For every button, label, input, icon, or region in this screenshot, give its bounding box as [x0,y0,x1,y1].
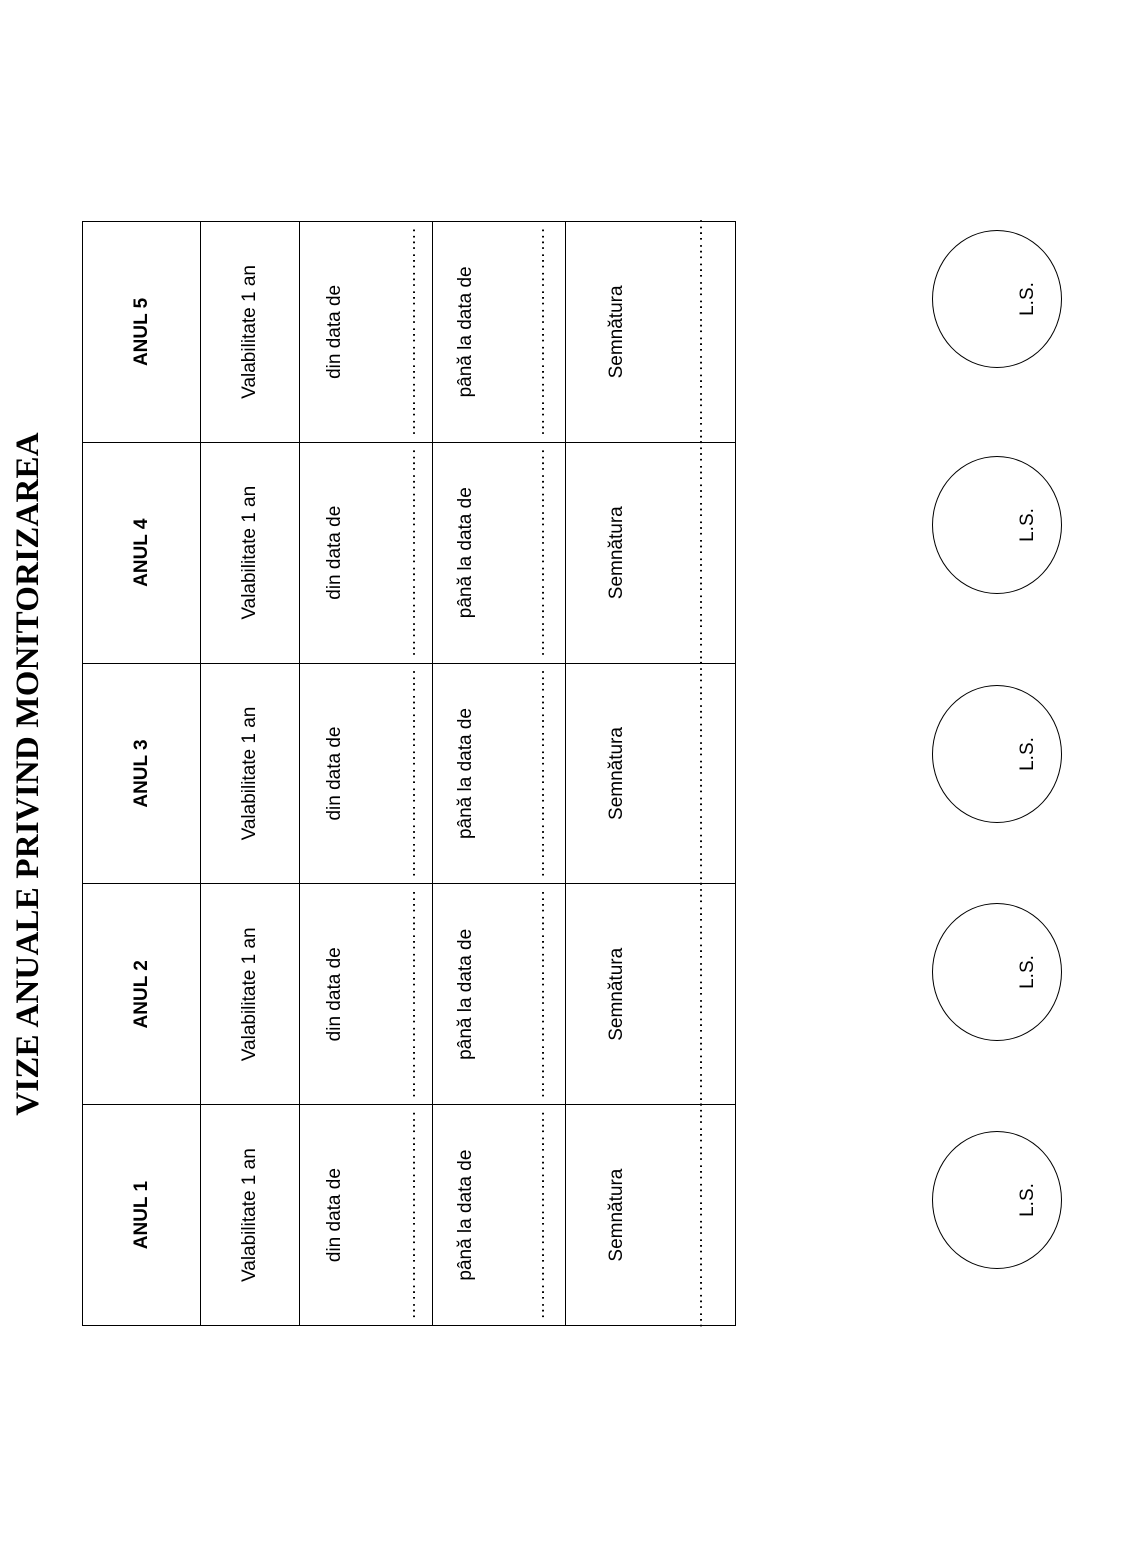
year-1-from-cell [300,1105,433,1326]
to-date-label: până la data de [455,266,476,398]
stamp-circle-year-5 [932,230,1062,368]
year-3-to-cell [433,663,566,884]
table-row-to-date [433,222,566,1326]
stamp-circle-year-4 [932,456,1062,594]
from-date-label: din data de [324,1168,345,1263]
to-date-field[interactable]: ……………………………. [528,227,548,437]
year-4-from-cell [300,442,433,663]
to-date-field[interactable]: ……………………………. [528,669,548,879]
year-5-header: ANUL 5 [83,222,201,443]
to-date-label: până la data de [455,928,476,1060]
signature-field[interactable]: ………………………………. [686,659,706,888]
from-date-field[interactable]: ……………………………. [399,889,419,1099]
year-3-validity: Valabilitate 1 an [201,663,300,884]
signature-label: Semnătura [606,947,627,1041]
stamp-label: L.S. [1017,737,1038,771]
signature-label: Semnătura [606,285,627,379]
year-2-to-cell [433,884,566,1105]
to-date-field[interactable]: ……………………………. [528,1110,548,1320]
year-3-signature-cell [566,659,736,888]
from-date-field[interactable]: ……………………………. [399,1110,419,1320]
year-3-from-cell [300,663,433,884]
from-date-label: din data de [324,505,345,600]
year-2-validity: Valabilitate 1 an [201,884,300,1105]
year-4-header: ANUL 4 [83,442,201,663]
from-date-label: din data de [324,726,345,821]
signature-field[interactable]: ………………………………. [686,1101,706,1329]
signature-label: Semnătura [606,727,627,820]
stamp-label: L.S. [1017,955,1038,989]
year-5-signature-cell [566,218,736,446]
stamp-circle-year-1 [932,1131,1062,1269]
from-date-label: din data de [324,947,345,1042]
to-date-field[interactable]: ……………………………. [528,889,548,1099]
table-row-headers [83,222,201,1326]
annual-visa-table [82,218,736,1329]
year-1-signature-cell [566,1101,736,1329]
year-1-header: ANUL 1 [83,1105,201,1326]
year-5-to-cell [433,222,566,443]
stamp-label: L.S. [1017,1183,1038,1217]
table-row-from-date [300,222,433,1326]
year-5-from-cell [300,222,433,443]
from-date-field[interactable]: ……………………………. [399,669,419,879]
from-date-field[interactable]: ……………………………. [399,227,419,437]
year-5-validity: Valabilitate 1 an [201,222,300,443]
year-4-signature-cell [566,438,736,667]
signature-field[interactable]: ………………………………. [686,880,706,1109]
year-4-to-cell [433,442,566,663]
stamp-circle-year-2 [932,903,1062,1041]
from-date-field[interactable]: ……………………………. [399,448,419,658]
year-1-validity: Valabilitate 1 an [201,1105,300,1326]
stamp-label: L.S. [1017,282,1038,316]
year-2-signature-cell [566,880,736,1109]
year-3-header: ANUL 3 [83,663,201,884]
signature-label: Semnătura [606,1168,627,1262]
year-2-header: ANUL 2 [83,884,201,1105]
to-date-label: până la data de [455,708,476,840]
table-row-signature [566,222,736,1326]
to-date-field[interactable]: ……………………………. [528,448,548,658]
signature-field[interactable]: ………………………………. [686,438,706,667]
signature-label: Semnătura [606,506,627,600]
signature-field[interactable]: ………………………………. [686,218,706,446]
to-date-label: până la data de [455,487,476,619]
table-row-validity [201,222,300,1326]
to-date-label: până la data de [455,1149,476,1281]
from-date-label: din data de [324,284,345,379]
year-2-from-cell [300,884,433,1105]
page-title: VIZE ANUALE PRIVIND MONITORIZAREA [10,432,46,1116]
year-4-validity: Valabilitate 1 an [201,442,300,663]
stamp-label: L.S. [1017,508,1038,542]
stamp-circle-year-3 [932,685,1062,823]
year-1-to-cell [433,1105,566,1326]
